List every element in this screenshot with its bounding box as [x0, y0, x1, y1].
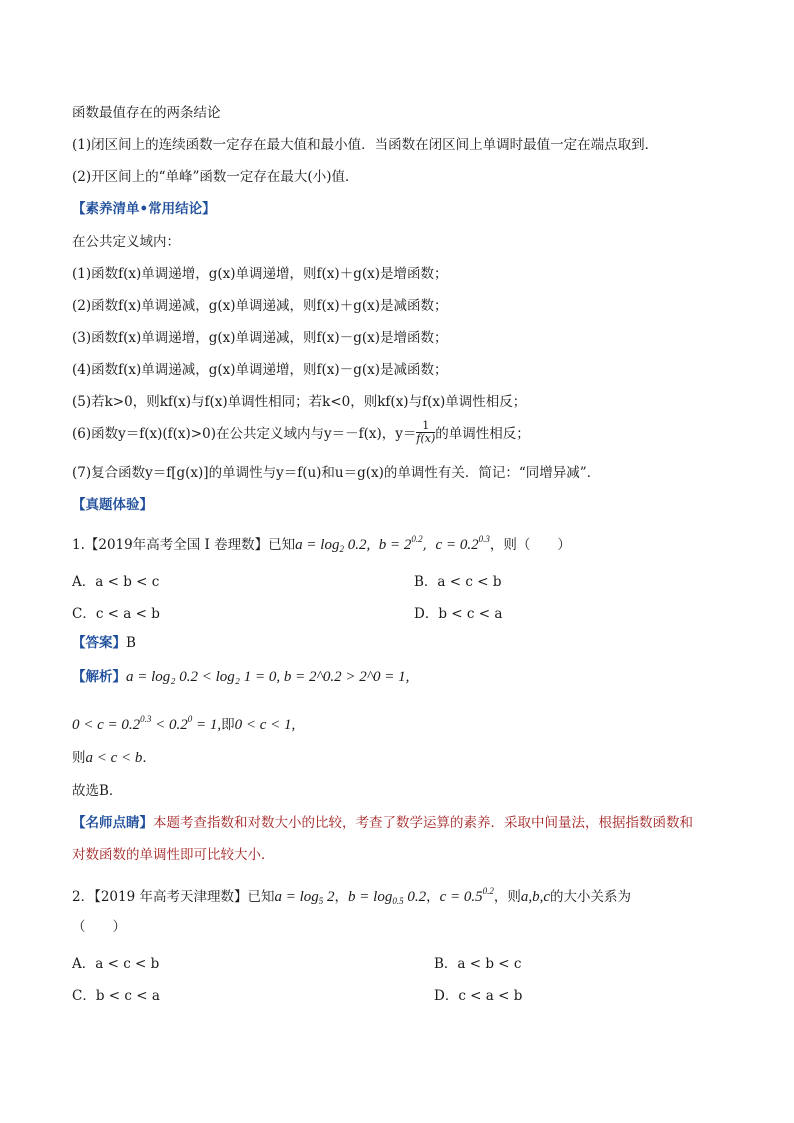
practice-header: 【真题体验】 [72, 497, 153, 513]
q1-c-expr: $c = 0.2^{0.3}$ [435, 534, 490, 553]
fraction-numerator: 1 [416, 420, 435, 433]
q1-choice: 故选B． [72, 783, 123, 799]
q1-conclusion: 则a < c < b． [72, 750, 156, 766]
q2-a-expr: $a = \log_5 2$ [274, 889, 335, 906]
q2-prefix: 2．【2019 年高考天津理数】已知 [72, 889, 275, 905]
q1-a-expr: $a = \log_2 0.2$, [295, 537, 371, 554]
q1-prefix: 1.【2019年高考全国 I 卷理数】已知 [72, 537, 296, 553]
q1-option-d: D．b < c < a [414, 606, 503, 622]
rule-6-before: (6)函数y＝f(x)(f(x)>0)在公共定义域内与y＝－f(x)，y＝ [72, 426, 417, 442]
domain-intro: 在公共定义域内： [72, 234, 180, 250]
rule-2: (2)函数f(x)单调递减，g(x)单调递减，则f(x)＋g(x)是减函数； [72, 298, 448, 314]
conclusion-2: (2)开区间上的“单峰”函数一定存在最大(小)值． [72, 169, 359, 185]
q1-suffix: ，则（ ） [489, 537, 571, 553]
q2-c-expr: $c = 0.5^{0.2}$ [439, 886, 494, 905]
q2-b-expr: $b = \log_{0.5} 0.2$ [348, 889, 427, 906]
teacher-text-2: 对数函数的单调性即可比较大小． [72, 847, 275, 863]
question-2: 2．【2019 年高考天津理数】已知$a = \log_5 2$，$b = \log_{0.5} 0.2$，$c = 0.5^{0.2}$，则a,b,c的大小关系为 [72, 886, 632, 906]
q1-answer [72, 634, 136, 652]
list-header: 【素养清单•常用结论】 [72, 201, 216, 217]
q1-option-c: C．c < a < b [72, 606, 160, 622]
conclusion-1: (1)闭区间上的连续函数一定存在最大值和最小值．当函数在闭区间上单调时最值一定在端点取到． [72, 137, 659, 153]
q2-option-a: A．a < c < b [72, 956, 160, 972]
analysis-line-1: a = log₂ 0.2 < log₂ 1 = 0, b = 2^0.2 > 2^0 = 1, [126, 669, 410, 685]
analysis-label: 【解析】 [72, 669, 126, 685]
rule-6 [72, 419, 530, 447]
rule-4: (4)函数f(x)单调递减，g(x)单调递增，则f(x)－g(x)是减函数； [72, 362, 448, 378]
answer-value: B [126, 635, 136, 651]
question-1: 1.【2019年高考全国 I 卷理数】已知$a = \log_2 0.2$, $b = 2^{0.2}$, $c = 0.2^{0.3}$，则（ ） [72, 534, 571, 554]
rule-6-after: 的单调性相反； [435, 426, 530, 442]
q1-option-b: B．a < c < b [414, 574, 502, 590]
q1-teacher-note [72, 814, 693, 832]
q1-analysis [72, 668, 409, 686]
rule-5: (5)若k>0，则kf(x)与f(x)单调性相同；若k<0，则kf(x)与f(x)单调性相反； [72, 394, 527, 410]
rule-7: (7)复合函数y＝f[g(x)]的单调性与y＝f(u)和u＝g(x)的单调性有关．简记：“同增异减”． [72, 465, 601, 481]
teacher-label: 【名师点睛】 [72, 815, 153, 831]
q1-option-a: A．a < b < c [72, 574, 160, 590]
rule-6-fraction [416, 420, 435, 445]
q1-b-expr: $b = 2^{0.2}$ [378, 534, 423, 553]
q2-option-b: B．a < b < c [434, 956, 522, 972]
fraction-denominator: f(x) [416, 432, 436, 445]
q2-option-d: D．c < a < b [434, 988, 523, 1004]
section-title: 函数最值存在的两条结论 [72, 105, 221, 121]
q1-analysis-line-2: $0 < c = 0.2^{0.3} < 0.2^0 = 1$,即0 < c < 1, [72, 714, 296, 733]
rule-3: (3)函数f(x)单调递增，g(x)单调递减，则f(x)－g(x)是增函数； [72, 330, 448, 346]
answer-label: 【答案】 [72, 635, 126, 651]
q2-option-c: C．b < c < a [72, 988, 160, 1004]
rule-1: (1)函数f(x)单调递增，g(x)单调递增，则f(x)＋g(x)是增函数； [72, 266, 448, 282]
q2-paren: （ ） [72, 919, 126, 935]
teacher-text-1: 本题考查指数和对数大小的比较，考查了数学运算的素养．采取中间量法，根据指数函数和 [153, 815, 693, 831]
